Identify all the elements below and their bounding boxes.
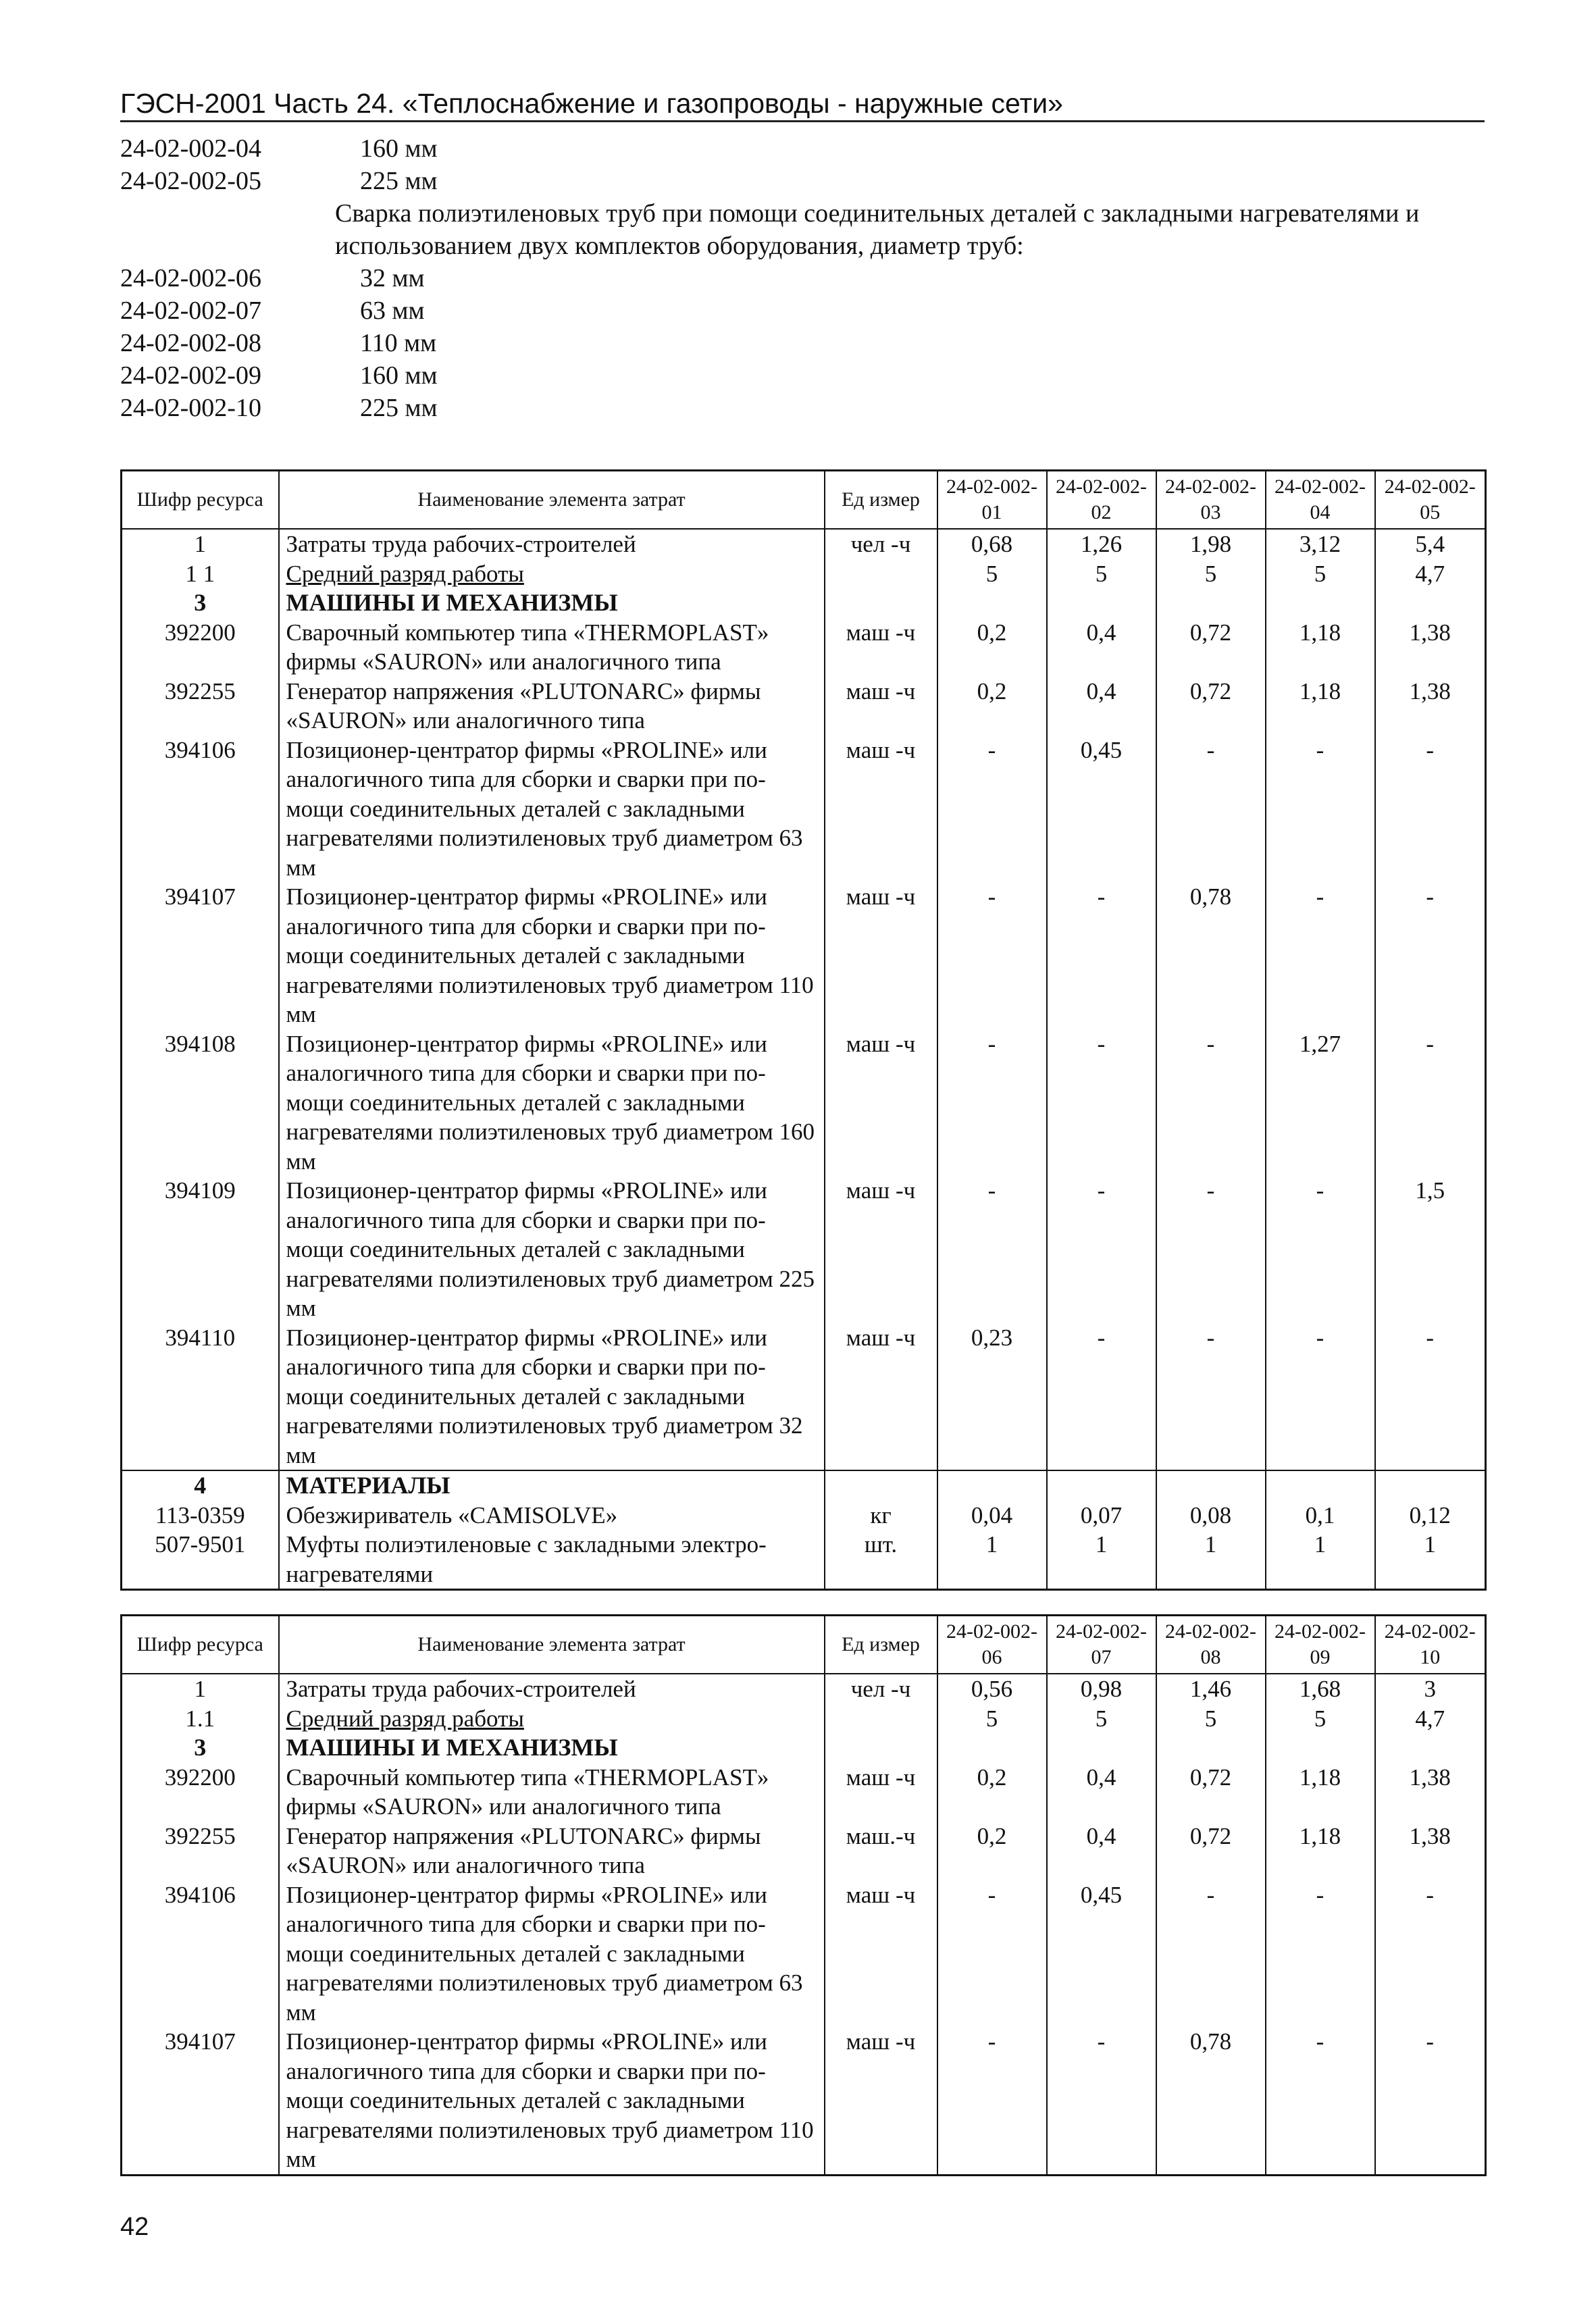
table-row (122, 618, 1486, 677)
running-header (120, 86, 1485, 122)
resource-table-1 (120, 469, 1487, 1591)
intro-value: 225 мм (360, 167, 438, 195)
norm-value: - (937, 1029, 1047, 1177)
section-code: 3 (122, 588, 279, 618)
resource-code: 392255 (122, 1822, 279, 1880)
table-row (122, 1323, 1486, 1471)
resource-unit: маш -ч (825, 1763, 937, 1822)
norm-value: 0,45 (1047, 1880, 1156, 2028)
resource-code: 394109 (122, 1176, 279, 1323)
resource-code: 394108 (122, 1029, 279, 1177)
norm-value: 0,72 (1156, 677, 1266, 736)
norm-value: 0,4 (1047, 1822, 1156, 1880)
norm-value: 5 (937, 1704, 1047, 1734)
norm-value: 1,26 (1047, 529, 1156, 559)
intro-code: 24-02-002-08 (120, 329, 261, 357)
resource-unit: маш -ч (825, 1176, 937, 1323)
resource-unit (825, 1704, 937, 1734)
resource-name: Средний разряд работы (279, 1704, 825, 1734)
resource-name: Сварочный компьютер типа «THERMOPLAST» фирмы «SAURON» или аналогичного типа (279, 618, 825, 677)
resource-unit: маш -ч (825, 882, 937, 1029)
norm-value: 0,4 (1047, 618, 1156, 677)
norm-value: 1,98 (1156, 529, 1266, 559)
table-row (122, 1176, 1486, 1323)
resource-unit: кг (825, 1501, 937, 1531)
norm-value: 0,2 (937, 1763, 1047, 1822)
norm-value: 5 (1047, 1704, 1156, 1734)
resource-code: 507-9501 (122, 1530, 279, 1590)
norm-value: 1 (1375, 1530, 1486, 1590)
resource-unit: маш -ч (825, 1880, 937, 2028)
intro-code: 24-02-002-10 (120, 394, 261, 422)
resource-code: 394110 (122, 1323, 279, 1471)
norm-value: 5 (1047, 559, 1156, 589)
norm-value: 1,38 (1375, 1822, 1486, 1880)
norm-value: 0,72 (1156, 1763, 1266, 1822)
norm-value: 5 (1266, 559, 1375, 589)
resource-code: 394107 (122, 882, 279, 1029)
table-row (122, 1704, 1486, 1734)
norm-value: - (1047, 1176, 1156, 1323)
norm-value: 5 (1156, 1704, 1266, 1734)
resource-name: Позиционер-центратор фирмы «PROLINE» или аналогичного типа для сборки и сварки при по-мощи соединительных деталей с закладными нагревателями полиэтиленовых труб диаметром 160 мм (279, 1029, 825, 1177)
norm-value: - (937, 1880, 1047, 2028)
intro-value: 110 мм (360, 329, 437, 357)
norm-value: - (1047, 1029, 1156, 1177)
norm-value: 1 (1156, 1530, 1266, 1590)
norm-value: - (1266, 1323, 1375, 1471)
norm-value: 1 (1266, 1530, 1375, 1590)
norm-value: 1,5 (1375, 1176, 1486, 1323)
norm-value: 1,18 (1266, 677, 1375, 736)
norm-value: 1,38 (1375, 618, 1486, 677)
intro-row (120, 392, 1532, 424)
norm-value: 1,68 (1266, 1674, 1375, 1704)
section-row (122, 1733, 1486, 1763)
norm-value: - (1375, 736, 1486, 883)
norm-value: - (1156, 736, 1266, 883)
norm-value: - (937, 1176, 1047, 1323)
norm-value: 0,04 (937, 1501, 1047, 1531)
resource-code: 394107 (122, 2027, 279, 2175)
resource-name: Обезжириватель «CAMISOLVE» (279, 1501, 825, 1531)
intro-row (120, 262, 1532, 294)
intro-code: 24-02-002-07 (120, 297, 261, 325)
table-header-row (122, 1616, 1486, 1674)
resource-table-2 (120, 1614, 1487, 2176)
intro-code: 24-02-002-05 (120, 167, 261, 195)
table-row (122, 1822, 1486, 1880)
resource-code: 113-0359 (122, 1501, 279, 1531)
norm-value: - (1375, 882, 1486, 1029)
resource-unit: маш -ч (825, 736, 937, 883)
resource-code: 1 (122, 529, 279, 559)
intro-code: 24-02-002-04 (120, 134, 261, 163)
norm-value: - (1156, 1880, 1266, 2028)
norm-value: - (1266, 1880, 1375, 2028)
norm-value: - (1047, 2027, 1156, 2175)
table-row (122, 1763, 1486, 1822)
intro-row (120, 294, 1532, 327)
col-header-norm: 24-02-002-06 (937, 1616, 1047, 1674)
table-row (122, 677, 1486, 736)
norm-value: - (1266, 2027, 1375, 2175)
resource-code: 394106 (122, 736, 279, 883)
norm-value: 1 (1047, 1530, 1156, 1590)
table-row (122, 529, 1486, 559)
col-header-name: Наименование элемента затрат (279, 471, 825, 530)
norm-value: - (937, 736, 1047, 883)
intro-value: 63 мм (360, 297, 425, 325)
resource-unit: чел -ч (825, 529, 937, 559)
resource-code: 1 1 (122, 559, 279, 589)
norm-value: 5 (1156, 559, 1266, 589)
norm-value: 4,7 (1375, 1704, 1486, 1734)
norm-value: 0,4 (1047, 677, 1156, 736)
norm-value: 4,7 (1375, 559, 1486, 589)
norm-value: 1,46 (1156, 1674, 1266, 1704)
table-row (122, 2027, 1486, 2175)
norm-value: 0,07 (1047, 1501, 1156, 1531)
norm-value: - (1375, 2027, 1486, 2175)
resource-unit: шт. (825, 1530, 937, 1590)
resource-code: 394106 (122, 1880, 279, 2028)
norm-value: 1,38 (1375, 677, 1486, 736)
norm-value: - (937, 2027, 1047, 2175)
col-header-norm: 24-02-002-09 (1266, 1616, 1375, 1674)
resource-code: 392200 (122, 1763, 279, 1822)
col-header-norm: 24-02-002-02 (1047, 471, 1156, 530)
col-header-norm: 24-02-002-10 (1375, 1616, 1486, 1674)
resource-name: Позиционер-центратор фирмы «PROLINE» или аналогичного типа для сборки и сварки при по-мощи соединительных деталей с закладными нагревателями полиэтиленовых труб диаметром 63 мм (279, 736, 825, 883)
norm-value: 1,18 (1266, 1763, 1375, 1822)
norm-value: - (1266, 1176, 1375, 1323)
norm-value: - (1156, 1323, 1266, 1471)
intro-value: 160 мм (360, 134, 438, 163)
resource-name: Сварочный компьютер типа «THERMOPLAST» фирмы «SAURON» или аналогичного типа (279, 1763, 825, 1822)
resource-unit: маш -ч (825, 1029, 937, 1177)
norm-value: 1,38 (1375, 1763, 1486, 1822)
resource-name: Позиционер-центратор фирмы «PROLINE» или аналогичного типа для сборки и сварки при по-мощи соединительных деталей с закладными нагревателями полиэтиленовых труб диаметром 110 мм (279, 2027, 825, 2175)
norm-value: 1 (937, 1530, 1047, 1590)
norm-value: 3 (1375, 1674, 1486, 1704)
section-title: МАШИНЫ И МЕХАНИЗМЫ (279, 588, 825, 618)
resource-name: Средний разряд работы (279, 559, 825, 589)
resource-name: Позиционер-центратор фирмы «PROLINE» или аналогичного типа для сборки и сварки при по-мощи соединительных деталей с закладными нагревателями полиэтиленовых труб диаметром 63 мм (279, 1880, 825, 2028)
col-header-name: Наименование элемента затрат (279, 1616, 825, 1674)
norm-value: 0,23 (937, 1323, 1047, 1471)
intro-paragraph-row (120, 197, 1532, 262)
col-header-norm: 24-02-002-08 (1156, 1616, 1266, 1674)
col-header-code: Шифр ресурса (122, 471, 279, 530)
table-row (122, 1880, 1486, 2028)
section-code: 4 (122, 1470, 279, 1501)
norm-value: - (937, 882, 1047, 1029)
resource-unit: чел -ч (825, 1674, 937, 1704)
norm-value: 0,72 (1156, 618, 1266, 677)
resource-unit: маш -ч (825, 618, 937, 677)
intro-code: 24-02-002-09 (120, 361, 261, 390)
resource-unit: маш -ч (825, 2027, 937, 2175)
norm-value: 0,1 (1266, 1501, 1375, 1531)
norm-value: - (1047, 1323, 1156, 1471)
resource-code: 392255 (122, 677, 279, 736)
resource-code: 1.1 (122, 1704, 279, 1734)
norm-value: 0,45 (1047, 736, 1156, 883)
col-header-norm: 24-02-002-04 (1266, 471, 1375, 530)
intro-value: 32 мм (360, 264, 425, 292)
intro-row (120, 165, 1532, 197)
norm-value: 0,08 (1156, 1501, 1266, 1531)
resource-name: Позиционер-центратор фирмы «PROLINE» или аналогичного типа для сборки и сварки при по-мощи соединительных деталей с закладными нагревателями полиэтиленовых труб диаметром 225 мм (279, 1176, 825, 1323)
norm-value: 1,27 (1266, 1029, 1375, 1177)
resource-unit (825, 559, 937, 589)
norm-value: - (1266, 882, 1375, 1029)
norm-value: 5 (937, 559, 1047, 589)
intro-row (120, 327, 1532, 359)
norm-value: - (1266, 736, 1375, 883)
intro-paragraph: Сварка полиэтиленовых труб при помощи соединительных деталей с закладными нагревателями и использованием двух комплектов оборудования, диаметр труб: (335, 199, 1420, 260)
col-header-unit: Ед измер (825, 471, 937, 530)
norm-value: 5,4 (1375, 529, 1486, 559)
norm-value: 0,2 (937, 677, 1047, 736)
resource-name: Генератор напряжения «PLUTONARC» фирмы «SAURON» или аналогичного типа (279, 1822, 825, 1880)
table-row (122, 736, 1486, 883)
norm-value: - (1047, 882, 1156, 1029)
section-code: 3 (122, 1733, 279, 1763)
resource-name: Муфты полиэтиленовые с закладными электро-нагревателями (279, 1530, 825, 1590)
norm-value: 1,18 (1266, 1822, 1375, 1880)
norm-value: 1,18 (1266, 618, 1375, 677)
norm-value: 0,68 (937, 529, 1047, 559)
col-header-norm: 24-02-002-01 (937, 471, 1047, 530)
col-header-norm: 24-02-002-03 (1156, 471, 1266, 530)
col-header-norm: 24-02-002-05 (1375, 471, 1486, 530)
norm-value: 3,12 (1266, 529, 1375, 559)
norm-value: 0,56 (937, 1674, 1047, 1704)
table-header-row (122, 471, 1486, 530)
resource-name: Генератор напряжения «PLUTONARC» фирмы «SAURON» или аналогичного типа (279, 677, 825, 736)
intro-row (120, 359, 1532, 392)
col-header-code: Шифр ресурса (122, 1616, 279, 1674)
norm-value: - (1375, 1880, 1486, 2028)
section-row (122, 1470, 1486, 1501)
norm-value: - (1375, 1323, 1486, 1471)
table-row (122, 1674, 1486, 1704)
norm-value: 5 (1266, 1704, 1375, 1734)
page-number: 42 (120, 2213, 149, 2241)
resource-code: 1 (122, 1674, 279, 1704)
section-title: МАШИНЫ И МЕХАНИЗМЫ (279, 1733, 825, 1763)
norm-value: 0,78 (1156, 882, 1266, 1029)
intro-row (120, 132, 1532, 165)
intro-list (120, 132, 1532, 424)
table-row (122, 1530, 1486, 1590)
col-header-norm: 24-02-002-07 (1047, 1616, 1156, 1674)
table-row (122, 559, 1486, 589)
norm-value: - (1375, 1029, 1486, 1177)
resource-unit: маш -ч (825, 1323, 937, 1471)
resource-name: Затраты труда рабочих-строителей (279, 529, 825, 559)
section-row (122, 588, 1486, 618)
resource-code: 392200 (122, 618, 279, 677)
resource-name: Позиционер-центратор фирмы «PROLINE» или аналогичного типа для сборки и сварки при по-мощи соединительных деталей с закладными нагревателями полиэтиленовых труб диаметром 110 мм (279, 882, 825, 1029)
intro-code: 24-02-002-06 (120, 264, 261, 292)
norm-value: 0,98 (1047, 1674, 1156, 1704)
header-title: ГЭСН-2001 Часть 24. «Теплоснабжение и газопроводы - наружные сети» (120, 88, 1063, 119)
norm-value: 0,2 (937, 1822, 1047, 1880)
table-row (122, 882, 1486, 1029)
norm-value: - (1156, 1176, 1266, 1323)
table-row (122, 1501, 1486, 1531)
intro-value: 160 мм (360, 361, 438, 390)
table-row (122, 1029, 1486, 1177)
norm-value: 0,78 (1156, 2027, 1266, 2175)
resource-unit: маш -ч (825, 677, 937, 736)
intro-value: 225 мм (360, 394, 438, 422)
norm-value: 0,4 (1047, 1763, 1156, 1822)
resource-unit: маш.-ч (825, 1822, 937, 1880)
col-header-unit: Ед измер (825, 1616, 937, 1674)
section-title: МАТЕРИАЛЫ (279, 1470, 825, 1501)
norm-value: 0,2 (937, 618, 1047, 677)
resource-name: Затраты труда рабочих-строителей (279, 1674, 825, 1704)
resource-name: Позиционер-центратор фирмы «PROLINE» или аналогичного типа для сборки и сварки при по-мощи соединительных деталей с закладными нагревателями полиэтиленовых труб диаметром 32 мм (279, 1323, 825, 1471)
norm-value: - (1156, 1029, 1266, 1177)
norm-value: 0,72 (1156, 1822, 1266, 1880)
norm-value: 0,12 (1375, 1501, 1486, 1531)
